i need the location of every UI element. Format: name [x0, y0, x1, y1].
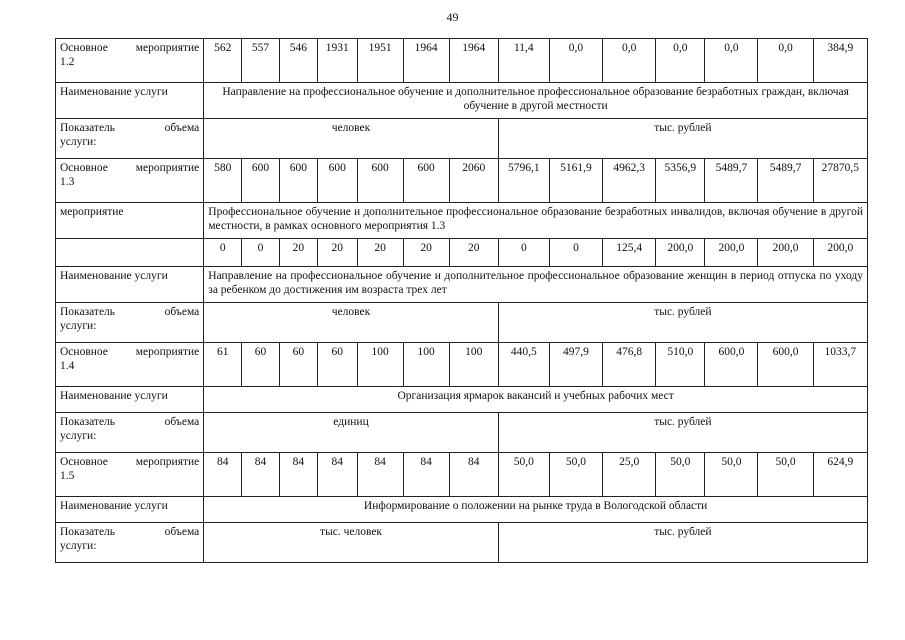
- value-cell: 384,9: [813, 39, 867, 83]
- value-cell: 0,0: [603, 39, 656, 83]
- row-label-top: Показатель объема: [60, 526, 200, 538]
- table-body: [56, 39, 868, 563]
- value-cell: 50,0: [705, 453, 758, 497]
- row-label-top: Основное мероприятие: [60, 42, 200, 54]
- value-cell: 27870,5: [813, 159, 867, 203]
- value-cell: 1964: [449, 39, 498, 83]
- unit-cost: тыс. рублей: [498, 119, 867, 159]
- value-cell: 60: [279, 343, 317, 387]
- table-row-service: [56, 387, 868, 413]
- value-cell: 624,9: [813, 453, 867, 497]
- value-cell: 200,0: [656, 239, 705, 267]
- value-cell: 580: [204, 159, 242, 203]
- value-cell: 200,0: [705, 239, 758, 267]
- row-label: [56, 413, 204, 453]
- value-cell: 562: [204, 39, 242, 83]
- value-cell: 0: [498, 239, 549, 267]
- value-cell: 1964: [403, 39, 449, 83]
- value-cell: 84: [403, 453, 449, 497]
- row-label: Наименование услуги: [56, 497, 204, 523]
- value-cell: 5796,1: [498, 159, 549, 203]
- value-cell: 200,0: [813, 239, 867, 267]
- row-label: [56, 453, 204, 497]
- row-label: Наименование услуги: [56, 267, 204, 303]
- row-label: Наименование услуги: [56, 83, 204, 119]
- row-label-bottom: 1.2: [60, 56, 75, 69]
- table-row-data: [56, 453, 868, 497]
- value-cell: 84: [449, 453, 498, 497]
- value-cell: 600: [403, 159, 449, 203]
- value-cell: 100: [357, 343, 403, 387]
- service-name: Профессиональное обучение и дополнительное профессиональное образование безработных инвалидов, включая обучение в другой местности, в рамках основного мероприятия 1.3: [204, 203, 868, 239]
- page-number: 49: [446, 10, 459, 24]
- row-label: [56, 39, 204, 83]
- unit-cost: тыс. рублей: [498, 413, 867, 453]
- value-cell: 497,9: [549, 343, 602, 387]
- value-cell: 50,0: [656, 453, 705, 497]
- services-table: [55, 38, 868, 563]
- row-label-top: Показатель объема: [60, 416, 200, 428]
- table-row-data: [56, 343, 868, 387]
- value-cell: 600,0: [705, 343, 758, 387]
- value-cell: 5161,9: [549, 159, 602, 203]
- service-name: Направление на профессиональное обучение и дополнительное профессиональное образование женщин в период отпуска по уходу за ребенком до достижения им возраста трех лет: [204, 267, 868, 303]
- value-cell: 546: [279, 39, 317, 83]
- row-label-top: Основное мероприятие: [60, 346, 200, 358]
- value-cell: 0,0: [656, 39, 705, 83]
- value-cell: 84: [357, 453, 403, 497]
- value-cell: 20: [279, 239, 317, 267]
- row-label-bottom: услуги:: [60, 136, 97, 149]
- value-cell: 100: [449, 343, 498, 387]
- value-cell: 84: [279, 453, 317, 497]
- value-cell: 60: [242, 343, 280, 387]
- row-label: Наименование услуги: [56, 387, 204, 413]
- table-row-indicator: [56, 303, 868, 343]
- value-cell: 600: [242, 159, 280, 203]
- value-cell: 2060: [449, 159, 498, 203]
- unit-volume: человек: [204, 303, 498, 343]
- value-cell: 20: [317, 239, 357, 267]
- value-cell: 5489,7: [758, 159, 813, 203]
- value-cell: 200,0: [758, 239, 813, 267]
- service-name: Направление на профессиональное обучение и дополнительное профессиональное образование безработных граждан, включая обучение в другой местности: [204, 83, 868, 119]
- row-label-top: Показатель объема: [60, 122, 200, 134]
- value-cell: 125,4: [603, 239, 656, 267]
- table-row-indicator: [56, 119, 868, 159]
- service-name: Информирование о положении на рынке труда в Вологодской области: [204, 497, 868, 523]
- value-cell: 600: [317, 159, 357, 203]
- value-cell: 440,5: [498, 343, 549, 387]
- value-cell: 84: [204, 453, 242, 497]
- row-label-top: Основное мероприятие: [60, 456, 200, 468]
- value-cell: 557: [242, 39, 280, 83]
- unit-cost: тыс. рублей: [498, 303, 867, 343]
- value-cell: 20: [403, 239, 449, 267]
- row-label-top: Основное мероприятие: [60, 162, 200, 174]
- value-cell: 50,0: [498, 453, 549, 497]
- table-row-service: [56, 497, 868, 523]
- table-row-indicator: [56, 413, 868, 453]
- value-cell: 1931: [317, 39, 357, 83]
- value-cell: 0,0: [758, 39, 813, 83]
- row-label: мероприятие: [56, 203, 204, 239]
- value-cell: 5356,9: [656, 159, 705, 203]
- value-cell: 100: [403, 343, 449, 387]
- value-cell: 0: [204, 239, 242, 267]
- row-label: [56, 303, 204, 343]
- value-cell: 50,0: [549, 453, 602, 497]
- value-cell: 5489,7: [705, 159, 758, 203]
- unit-volume: человек: [204, 119, 498, 159]
- row-label: [56, 119, 204, 159]
- value-cell: 1033,7: [813, 343, 867, 387]
- table-row-service: [56, 267, 868, 303]
- row-label-bottom: услуги:: [60, 320, 97, 333]
- value-cell: 4962,3: [603, 159, 656, 203]
- value-cell: 20: [449, 239, 498, 267]
- row-label-bottom: 1.5: [60, 470, 75, 483]
- value-cell: 510,0: [656, 343, 705, 387]
- table-row-data: [56, 159, 868, 203]
- row-label-bottom: услуги:: [60, 430, 97, 443]
- table-row-service: [56, 83, 868, 119]
- unit-cost: тыс. рублей: [498, 523, 867, 563]
- service-name: Организация ярмарок вакансий и учебных рабочих мест: [204, 387, 868, 413]
- value-cell: 25,0: [603, 453, 656, 497]
- value-cell: 600: [357, 159, 403, 203]
- value-cell: 50,0: [758, 453, 813, 497]
- value-cell: 0: [549, 239, 602, 267]
- table-row-service: [56, 203, 868, 239]
- row-label-bottom: 1.3: [60, 176, 75, 189]
- row-label-bottom: 1.4: [60, 360, 75, 373]
- row-label-bottom: услуги:: [60, 540, 97, 553]
- unit-volume: единиц: [204, 413, 498, 453]
- value-cell: 476,8: [603, 343, 656, 387]
- unit-volume: тыс. человек: [204, 523, 498, 563]
- value-cell: 20: [357, 239, 403, 267]
- table-row-data: [56, 239, 868, 267]
- value-cell: 600,0: [758, 343, 813, 387]
- value-cell: 61: [204, 343, 242, 387]
- value-cell: 11,4: [498, 39, 549, 83]
- value-cell: 600: [279, 159, 317, 203]
- row-label: [56, 343, 204, 387]
- value-cell: 1951: [357, 39, 403, 83]
- table-row-indicator: [56, 523, 868, 563]
- row-label-top: Показатель объема: [60, 306, 200, 318]
- row-label: [56, 239, 204, 267]
- table-row-data: [56, 39, 868, 83]
- row-label: [56, 159, 204, 203]
- value-cell: 0: [242, 239, 280, 267]
- value-cell: 60: [317, 343, 357, 387]
- row-label: [56, 523, 204, 563]
- value-cell: 0,0: [705, 39, 758, 83]
- value-cell: 84: [317, 453, 357, 497]
- value-cell: 0,0: [549, 39, 602, 83]
- value-cell: 84: [242, 453, 280, 497]
